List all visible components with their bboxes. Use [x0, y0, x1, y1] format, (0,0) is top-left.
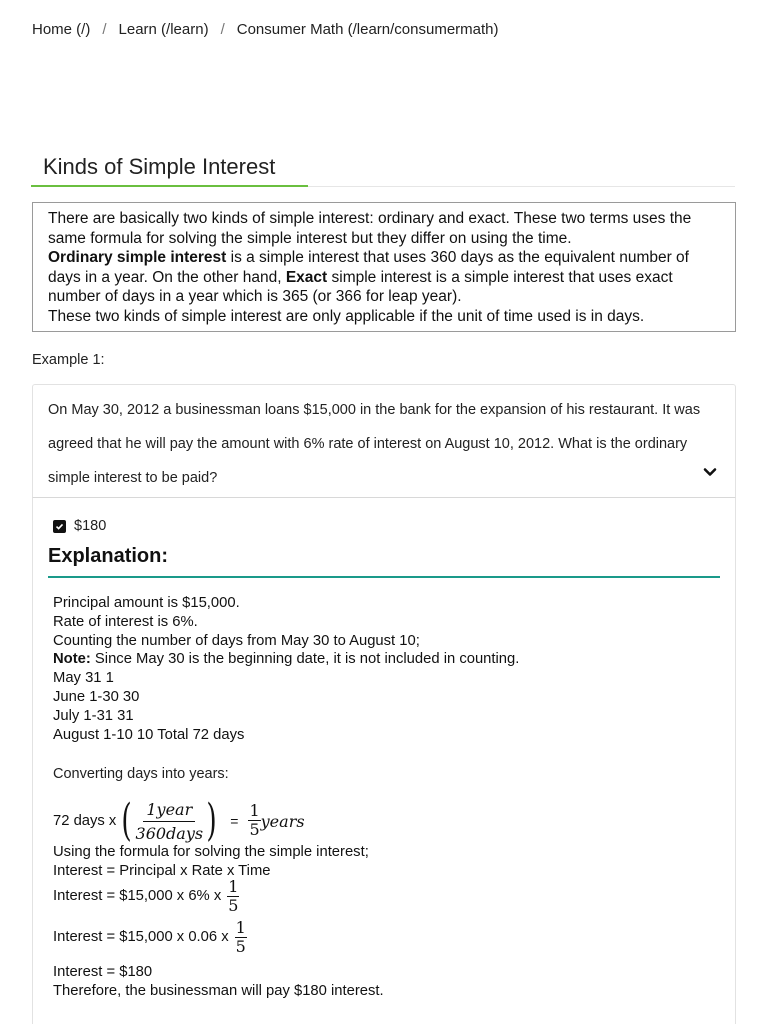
using-formula-line: Using the formula for solving the simple interest; — [53, 844, 369, 860]
intro-text: There are basically two kinds of simple interest: ordinary and exact. These two terms uses the same formula for solving the simple interest but they differ on using the time. — [48, 210, 692, 247]
converting-label: Converting days into years: — [53, 766, 229, 782]
interest-formula-line: Interest = Principal x Rate x Time — [53, 863, 271, 879]
explanation-note — [53, 650, 713, 669]
answer-card — [32, 498, 736, 1024]
checkbox-checked-icon — [53, 520, 66, 533]
interest-result-line: Interest = $180 — [53, 964, 153, 980]
question-card[interactable] — [32, 384, 736, 498]
fraction — [227, 879, 239, 915]
conclusion-line: Therefore, the businessman will pay $180 interest. — [53, 983, 384, 999]
intro-box — [32, 202, 736, 332]
fraction-denominator: 5 — [235, 937, 246, 956]
page-title-section — [31, 154, 735, 187]
note-text: Since May 30 is the beginning date, it is not included in counting. — [90, 651, 520, 668]
explanation-rule — [48, 576, 720, 578]
fraction-numerator: 1 — [228, 877, 239, 896]
equals-sign: = — [230, 813, 239, 829]
breadcrumb-learn-link[interactable]: Learn (/learn) — [118, 21, 209, 38]
fraction — [235, 920, 247, 956]
note-label: Note: — [53, 651, 91, 668]
intro-text: simple interest is a simple interest that uses exact number of days in a year which is 365 (or 366 for leap year). — [48, 268, 673, 306]
days-to-years-formula — [53, 794, 305, 848]
right-paren: ) — [206, 795, 217, 846]
fraction-numerator: 1 — [235, 918, 246, 937]
intro-text: is a simple interest that uses 360 days as the equivalent number of days in a year. On the other hand, — [48, 249, 689, 286]
interest-calc-line — [53, 920, 247, 956]
interest-calc-line — [53, 879, 239, 915]
breadcrumb-separator: / — [220, 21, 225, 38]
left-paren: ( — [121, 795, 133, 846]
years-unit: years — [260, 811, 305, 831]
answer-value: $180 — [74, 518, 107, 534]
intro-exact-term: Exact — [285, 268, 328, 286]
breadcrumb-separator: / — [102, 21, 107, 38]
formula-prefix: Interest = $15,000 x 0.06 x — [53, 929, 229, 945]
page-title: Kinds of Simple Interest — [43, 154, 276, 179]
explanation-line: Principal amount is $15,000. — [53, 595, 240, 611]
explanation-title: Explanation: — [48, 545, 169, 567]
day-count-line: August 1-10 10 Total 72 days — [53, 726, 245, 743]
formula-prefix: 72 days x — [53, 813, 117, 829]
fraction-numerator: 1year — [143, 800, 195, 822]
explanation-body — [53, 594, 713, 744]
title-underline — [31, 185, 308, 187]
question-text: On May 30, 2012 a businessman loans $15,000 in the bank for the expansion of his restaurant. It was agreed that he will pay the amount with 6% rate of interest on August 10, 2012. What is the ordinary simple interest to be paid? — [48, 402, 701, 486]
fraction-denominator: 5 — [228, 896, 239, 915]
day-count-line: July 1-31 31 — [53, 707, 134, 724]
explanation-line: Counting the number of days from May 30 to August 10; — [53, 632, 420, 649]
day-count-line: June 1-30 30 — [53, 688, 140, 705]
breadcrumb-consumer-math-link[interactable]: Consumer Math (/learn/consumermath) — [236, 21, 499, 38]
intro-ordinary-term: Ordinary simple interest — [48, 249, 227, 267]
day-count-line: May 31 1 — [53, 670, 114, 687]
chevron-down-icon[interactable] — [703, 465, 717, 479]
fraction-denominator: 360days — [135, 823, 204, 843]
explanation-line: Rate of interest is 6%. — [53, 613, 198, 630]
fraction-denominator: 5 — [249, 820, 260, 839]
breadcrumb-home-link[interactable]: Home (/) — [32, 21, 91, 38]
breadcrumb — [32, 21, 499, 38]
formula-prefix: Interest = $15,000 x 6% x — [53, 888, 222, 904]
fraction-numerator: 1 — [249, 801, 260, 820]
answer-row — [53, 518, 106, 534]
fraction — [136, 800, 204, 843]
fraction — [248, 803, 260, 839]
example-label: Example 1: — [32, 352, 105, 368]
intro-text: These two kinds of simple interest are only applicable if the unit of time used is in days. — [48, 307, 645, 325]
